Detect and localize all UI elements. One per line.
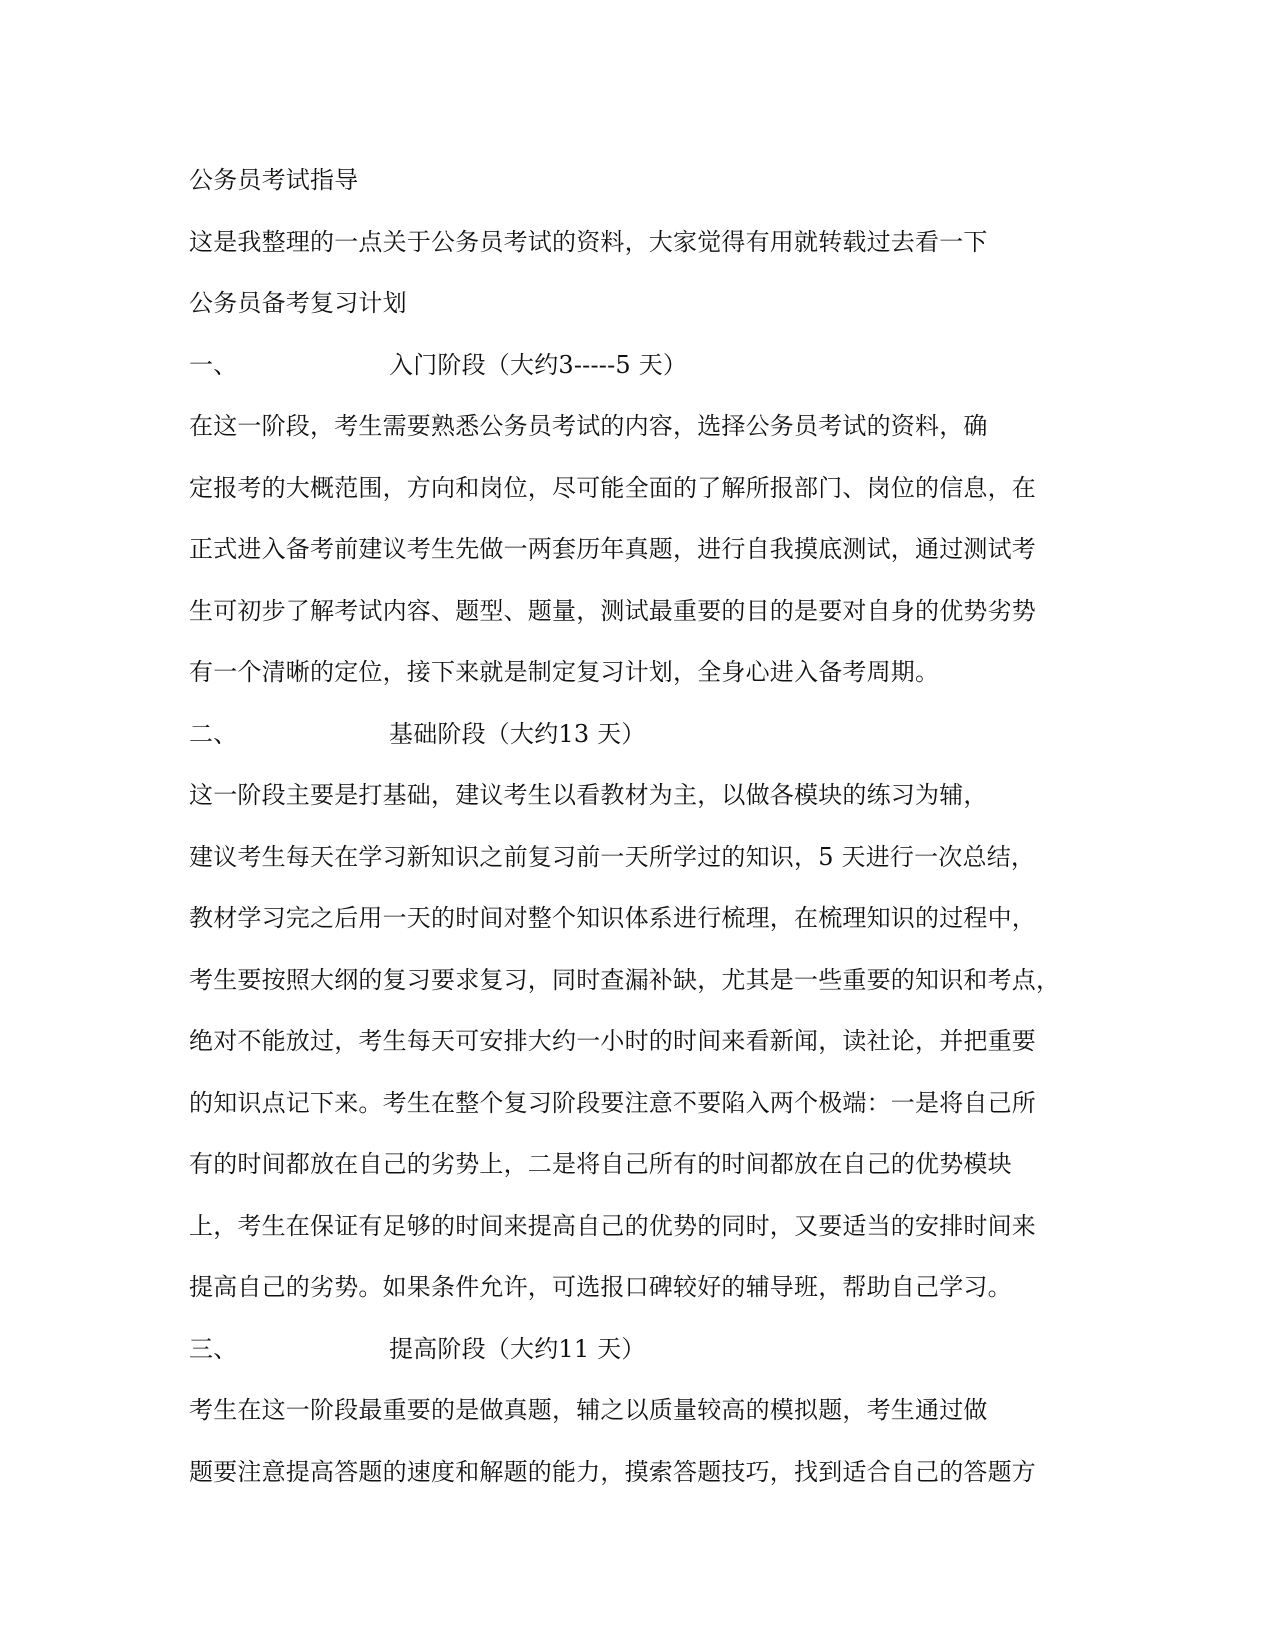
- plan-title: 公务员备考复习计划: [189, 289, 407, 317]
- paragraph-line: 考生要按照大纲的复习要求复习，同时查漏补缺，尤其是一些重要的知识和考点，: [189, 965, 1061, 994]
- section-number: 一、: [189, 350, 238, 379]
- paragraph-line: 定报考的大概范围，方向和岗位，尽可能全面的了解所报部门、岗位的信息，在: [189, 473, 1036, 502]
- section-number: 二、: [189, 719, 238, 748]
- document-body: [189, 150, 1089, 1503]
- paragraph-line: 建议考生每天在学习新知识之前复习前一天所学过的知识，5 天进行一次总结，: [189, 842, 1036, 871]
- intro-text: 这是我整理的一点关于公务员考试的资料，大家觉得有用就转载过去看一下: [189, 227, 988, 256]
- paragraph-line: 绝对不能放过，考生每天可安排大约一小时的时间来看新闻，读社论，并把重要: [189, 1027, 1036, 1055]
- section-heading: [189, 335, 1089, 397]
- paragraph-line: 考生在这一阶段最重要的是做真题，辅之以质量较高的模拟题，考生通过做: [189, 1396, 988, 1424]
- paragraph-line: 生可初步了解考试内容、题型、题量，测试最重要的目的是要对自身的优势劣势: [189, 596, 1036, 625]
- section-title: 入门阶段（大约3-----5 天）: [389, 350, 688, 379]
- paragraph-line: 教材学习完之后用一天的时间对整个知识体系进行梳理，在梳理知识的过程中，: [189, 904, 1036, 932]
- paragraph-line: 这一阶段主要是打基础，建议考生以看教材为主，以做各模块的练习为辅，: [189, 781, 988, 809]
- section-heading: [189, 704, 1089, 766]
- paragraph-line: 有的时间都放在自己的劣势上，二是将自己所有的时间都放在自己的优势模块: [189, 1150, 1012, 1178]
- document-title: 公务员考试指导: [189, 166, 359, 194]
- paragraph-line: 有一个清晰的定位，接下来就是制定复习计划，全身心进入备考周期。: [189, 658, 940, 686]
- paragraph-line: 提高自己的劣势。如果条件允许，可选报口碑较好的辅导班，帮助自己学习。: [189, 1273, 1012, 1301]
- section-title: 基础阶段（大约13 天）: [389, 719, 646, 748]
- paragraph-line: 题要注意提高答题的速度和解题的能力，摸索答题技巧，找到适合自己的答题方: [189, 1457, 1036, 1486]
- paragraph-line: 在这一阶段，考生需要熟悉公务员考试的内容，选择公务员考试的资料，确: [189, 412, 988, 440]
- section-heading: [189, 1319, 1089, 1381]
- paragraph-line: 上，考生在保证有足够的时间来提高自己的优势的同时，又要适当的安排时间来: [189, 1211, 1036, 1240]
- section-number: 三、: [189, 1334, 238, 1363]
- paragraph-line: 正式进入备考前建议考生先做一两套历年真题，进行自我摸底测试，通过测试考: [189, 535, 1036, 563]
- section-title: 提高阶段（大约11 天）: [389, 1334, 646, 1363]
- paragraph-line: 的知识点记下来。考生在整个复习阶段要注意不要陷入两个极端：一是将自己所: [189, 1088, 1036, 1117]
